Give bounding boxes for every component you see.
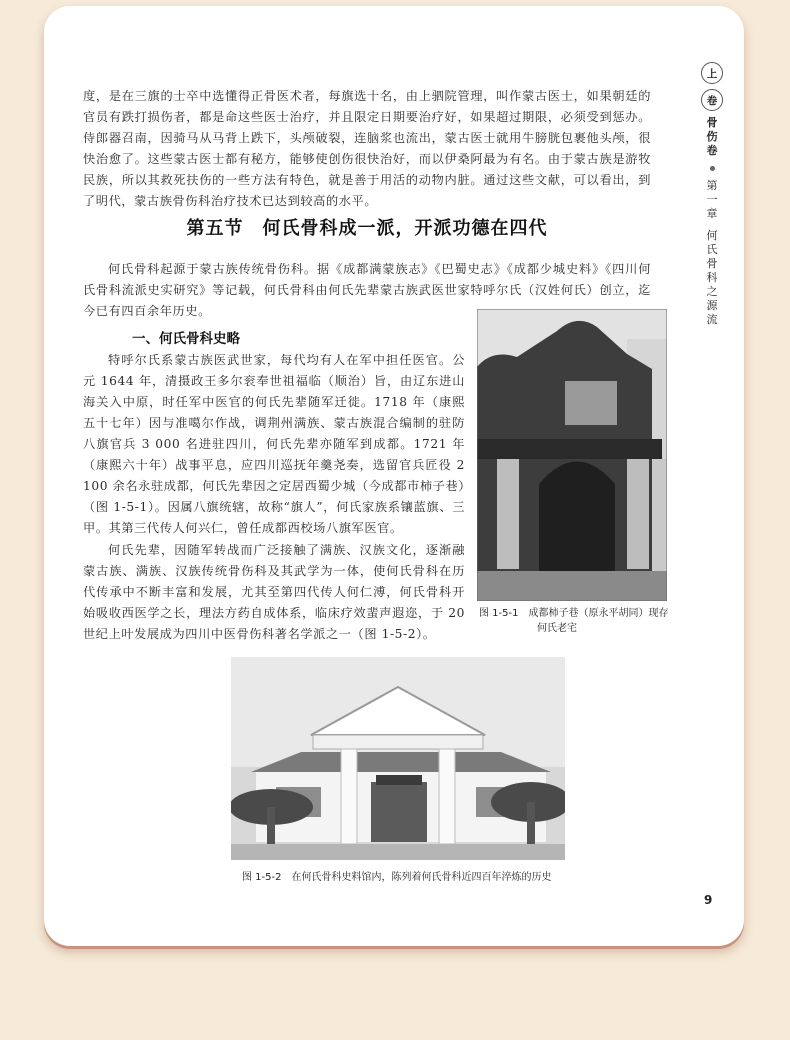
page-number: 9: [704, 893, 713, 907]
chapter-char: 第: [706, 179, 718, 192]
museum-building-photo: [231, 657, 565, 860]
volume-sub-char: 卷: [706, 144, 718, 157]
caption-text: 在何氏骨科史料馆内，陈列着何氏骨科近四百年淬炼的历史: [291, 872, 552, 883]
chapter-title-char: 流: [706, 313, 718, 326]
chapter-char: 章: [706, 207, 718, 220]
body-paragraph: 何氏先辈，因随军转战而广泛接触了满族、汉族文化，逐渐融蒙古族、满族、汉族传统骨伤科及其武学为一体，使何氏骨科在历代传承中不断丰富和发展，尤其至第四代传人何仁溥，何氏骨科开始吸收西医学之长，理法方药自成体系，临床疗效蜚声遐迩，于 20 世纪上叶发展成为四川中医骨伤科著名学派之一（图 1-5-2）。: [83, 543, 465, 641]
chapter-title-char: 何: [706, 229, 718, 242]
caption-line: 成都柿子巷（原永平胡同）现存: [528, 608, 669, 619]
figure-caption: [479, 606, 679, 636]
body-paragraph: 度，是在三旗的士卒中选懂得正骨医术者，每旗选十名，由上驷院管理，叫作蒙古医士，如果朝廷的官员有跌打损伤者，都是命这些医士治疗，并且限定日期要治疗好，如果超过期限，必须受到惩办。侍郎器召南，因骑马从马背上跌下，头颅破裂，连脑浆也流出，蒙古医士就用牛膀胱包裹他头颅，很快治愈了。这些蒙古医士都有秘方，能够使创伤很快治好，而以伊桑阿最为有名。由于蒙古族是游牧民族，所以其救死扶伤的一些方法有特色，就是善于用活的动物内脏。通过这些文献，可以看出，到了明代，蒙古族骨伤科治疗技术已达到较高的水平。: [83, 89, 651, 208]
old-house-photo: [477, 309, 667, 601]
figure-number: 图 1-5-2: [242, 872, 282, 883]
volume-sub-char: 伤: [706, 130, 718, 143]
volume-char-1: 上: [701, 62, 723, 84]
figure-number: 图 1-5-1: [479, 608, 519, 619]
caption-line: 何氏老宅: [537, 623, 577, 634]
figure-caption: [242, 870, 642, 885]
chapter-char: 一: [706, 193, 718, 206]
volume-char-2: 卷: [701, 89, 723, 111]
body-paragraph: 何氏骨科起源于蒙古族传统骨伤科。据《成都满蒙族志》《巴蜀史志》《成都少城史料》《四川何氏骨科流派史实研究》等记载，何氏骨科由何氏先辈蒙古族武医世家特呼尔氏（汉姓何氏）创立，迄今已有四百余年历史。: [83, 262, 651, 318]
volume-sub-char: 骨: [706, 116, 718, 129]
body-paragraph: 特呼尔氏系蒙古族医武世家，每代均有人在军中担任医官。公元 1644 年，清摄政王多尔衮奉世祖福临（顺治）旨，由辽东进山海关入中原，时任军中医官的何氏先辈随军迁徙。1718 年（康熙五十七年）因与准噶尔作战，调荆州满族、蒙古族混合编制的驻防八旗官兵 3 000 名进驻四川，何氏先辈亦随军到成都。1721 年（康熙六十年）战事平息，应四川巡抚年羹尧奏，选留官兵匠役 2 100 余名永驻成都，何氏先辈因之定居西蜀少城（今成都市柿子巷）（图 1-5-1）。因属八旗统辖，故称“旗人”，何氏家族系镶蓝旗、三甲。其第三代传人何兴仁，曾任成都西校场八旗军医官。: [83, 353, 465, 535]
chapter-title-char: 氏: [706, 243, 718, 256]
separator-dot: [710, 166, 715, 171]
section-title: 第五节 何氏骨科成一派，开派功德在四代: [186, 218, 548, 239]
chapter-title-char: 科: [706, 271, 718, 284]
chapter-title-char: 源: [706, 299, 718, 312]
chapter-title-char: 骨: [706, 257, 718, 270]
subsection-title: 一、何氏骨科史略: [132, 331, 240, 347]
chapter-sidebar: [699, 62, 725, 327]
chapter-title-char: 之: [706, 285, 718, 298]
